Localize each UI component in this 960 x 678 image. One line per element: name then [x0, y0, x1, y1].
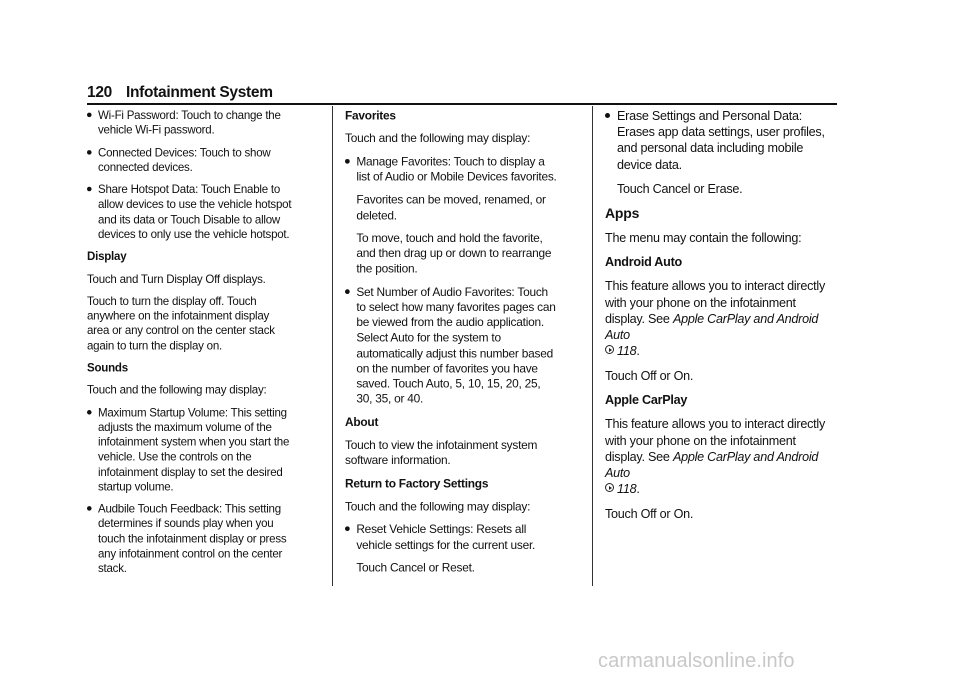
bullet-wifi-password [87, 108, 294, 138]
paragraph: Touch Off or On. [605, 506, 694, 521]
bullet-touch-feedback [87, 502, 294, 576]
page-reference[interactable]: 118 [617, 344, 637, 359]
paragraph: Touch and Turn Display Off displays. [87, 272, 266, 286]
bullet-icon [87, 506, 92, 511]
bullet-subparagraph: Touch Cancel or Erase. [617, 182, 743, 196]
bullet-text: Audbile Touch Feedback: This setting determines if sounds play when you touch the infotainment display or press any infotainment control on the center stack. [97, 502, 287, 575]
cross-reference-link[interactable]: Apple CarPlay and Android Auto [605, 311, 819, 342]
bullet-manage-favorites [345, 154, 558, 185]
heading-factory-settings: Return to Factory Settings [345, 476, 489, 491]
section-title: Infotainment System [125, 84, 273, 101]
paragraph: Touch and the following may display: [345, 499, 531, 514]
watermark: carmanualsonline.info [598, 650, 795, 672]
bullet-reset-vehicle-settings [345, 522, 558, 553]
page-reference[interactable]: 118 [617, 482, 637, 497]
bullet-text: Erase Settings and Personal Data: Erases app data settings, user profiles, and personal data including mobile device data. [617, 109, 825, 172]
cross-reference-link[interactable]: Apple CarPlay and Android Auto [605, 449, 819, 480]
paragraph: Touch and the following may display: [87, 383, 267, 397]
bullet-text: Connected Devices: Touch to show connected devices. [97, 146, 271, 174]
bullet-subparagraph: Touch Cancel or Reset. [356, 561, 475, 575]
paragraph-text: This feature allows you to interact directly with your phone on the infotainment display. See [605, 279, 825, 326]
bullet-text: Set Number of Audio Favorites: Touch to select how many favorites pages can be viewed from the audio application. Select Auto for the system to automatically adjust this number based on the number of favorites you have saved. Touch Auto, 5, 10, 15, 20, 25, 30, 35, or 40. [356, 285, 556, 406]
column-3 [605, 108, 831, 530]
heading-sounds: Sounds [87, 361, 128, 375]
bullet-text: Manage Favorites: Touch to display a list of Audio or Mobile Devices favorites. [356, 155, 557, 184]
heading-display: Display [87, 250, 127, 263]
bullet-connected-devices [87, 145, 294, 175]
column-1 [87, 108, 294, 583]
heading-android-auto: Android Auto [605, 254, 682, 269]
bullet-number-of-favorites [345, 284, 558, 406]
bullet-icon [345, 159, 350, 164]
heading-favorites: Favorites [345, 108, 396, 123]
paragraph-text: This feature allows you to interact directly with your phone on the infotainment display. See [605, 417, 825, 464]
bullet-max-startup-volume [87, 405, 294, 494]
heading-about: About [345, 415, 379, 429]
bullet-share-hotspot [87, 182, 294, 241]
page-reference-arrow-icon [605, 483, 614, 492]
page-header [87, 84, 273, 102]
header-rule [87, 103, 837, 105]
column-2 [345, 108, 558, 583]
paragraph: Touch Off or On. [605, 368, 694, 383]
bullet-icon [87, 113, 92, 118]
bullet-erase-settings [605, 108, 831, 173]
bullet-icon [345, 289, 350, 294]
bullet-icon [605, 113, 610, 118]
column-divider-2 [592, 106, 593, 586]
paragraph: Touch and the following may display: [345, 131, 531, 146]
page-number: 120 [87, 84, 112, 101]
bullet-icon [87, 410, 92, 415]
paragraph: The menu may contain the following: [605, 230, 802, 245]
bullet-subparagraph: To move, touch and hold the favorite, and then drag up or down to rearrange the position. [356, 231, 552, 276]
bullet-text: Reset Vehicle Settings: Resets all vehicle settings for the current user. [356, 522, 536, 552]
paragraph: Touch to view the infotainment system software information. [345, 438, 538, 468]
heading-apps: Apps [605, 205, 640, 222]
paragraph-apple-carplay: This feature allows you to interact directly with your phone on the infotainment display. See Apple CarPlay and Android Auto 118. [605, 417, 825, 497]
paragraph: Touch to turn the display off. Touch anywhere on the infotainment display area or any control on the center stack again to turn the display on. [87, 294, 275, 352]
bullet-text: Maximum Startup Volume: This setting adjusts the maximum volume of the infotainment system when you start the vehicle. Use the controls on the infotainment display to set the desired startup volume. [97, 406, 290, 494]
column-divider-1 [332, 106, 333, 586]
heading-apple-carplay: Apple CarPlay [605, 392, 688, 407]
paragraph-android-auto: This feature allows you to interact directly with your phone on the infotainment display. See Apple CarPlay and Android Auto 118. [605, 279, 825, 359]
bullet-icon [345, 527, 350, 532]
bullet-icon [87, 187, 92, 192]
bullet-text: Share Hotspot Data: Touch Enable to allow devices to use the vehicle hotspot and its data or Touch Disable to allow devices to only use the vehicle hotspot. [97, 183, 292, 241]
bullet-icon [87, 150, 92, 155]
page-reference-arrow-icon [605, 345, 614, 354]
bullet-subparagraph: Favorites can be moved, renamed, or deleted. [356, 193, 546, 222]
bullet-text: Wi-Fi Password: Touch to change the vehicle Wi-Fi password. [97, 108, 281, 137]
